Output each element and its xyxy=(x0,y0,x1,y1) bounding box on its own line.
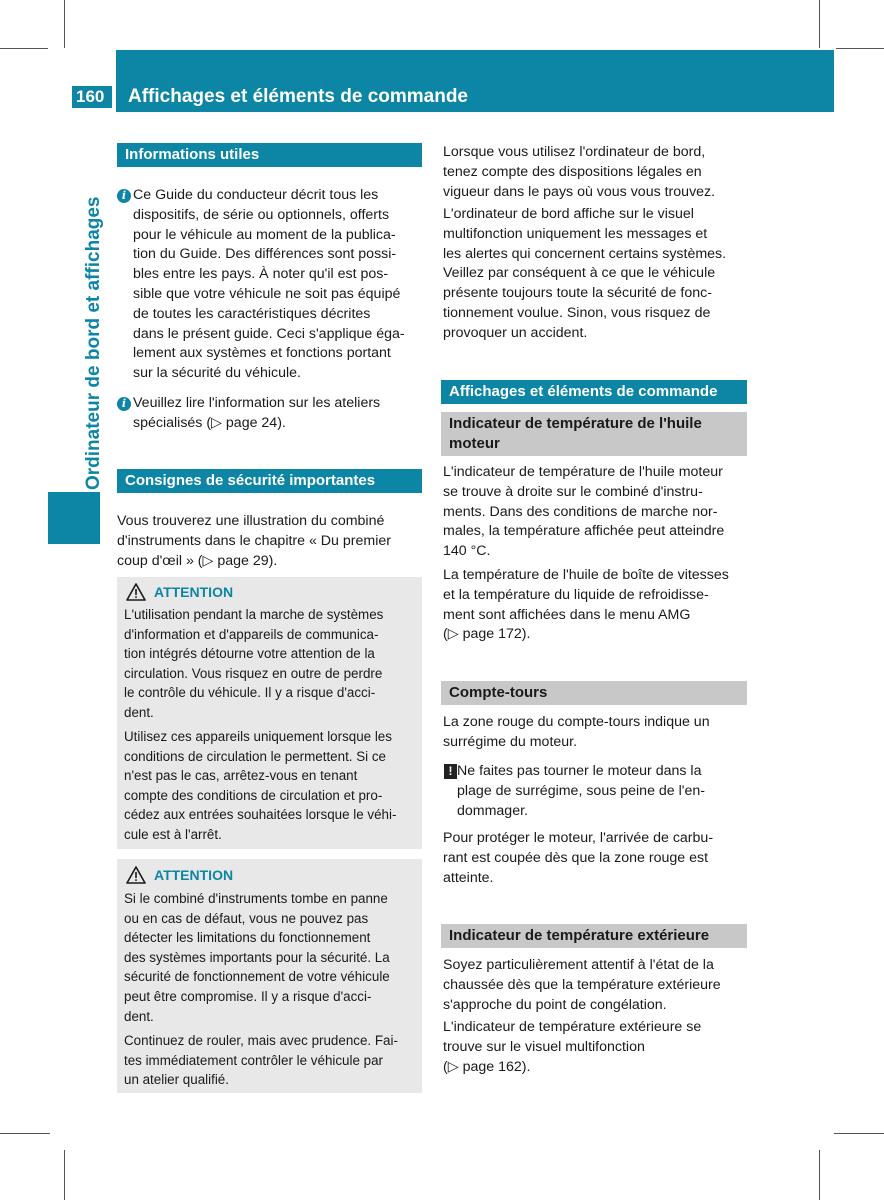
section-heading-informations-utiles: Informations utiles xyxy=(117,143,422,167)
crop-mark xyxy=(64,1150,65,1200)
warning-paragraph: Continuez de rouler, mais avec prudence. Fai- tes immédiatement contrôler le véhicule par un atelier qualifié. xyxy=(124,1033,398,1088)
info-note-ateliers: Veuillez lire l'information sur les ateliers spécialisés (▷ page 24). xyxy=(133,395,381,431)
warning-paragraph: L'utilisation pendant la marche de systèmes d'information et d'appareils de communica- tion intégrés détourne votre attention de la circulation. Vous risquez en outre de perdre le contrôle du véhicule. Il y a risque d'acci- dent. xyxy=(124,607,384,720)
warning-paragraph: Si le combiné d'instruments tombe en panne ou en cas de défaut, vous ne pouvez pas détecter les limitations du fonctionnement des systèmes importants pour la sécurité. La sécurité de fonctionnement de votre véhicule peut être compromise. Il y a risque d'acci- dent. xyxy=(124,891,390,1024)
subheading-temperature-huile: Indicateur de température de l'huile moteur xyxy=(441,412,747,456)
sidebar-chapter xyxy=(82,155,106,490)
sidebar-chapter-title: Ordinateur de bord et affichages xyxy=(83,196,104,490)
warning-paragraph: Utilisez ces appareils uniquement lorsque les conditions de circulation le permettent. Si ce n'est pas le cas, arrêtez-vous en tenant compte des conditions de circulation et pro- cédez aux entrées souhaitées lorsque le véhi- cule est à l'arrêt. xyxy=(124,729,397,842)
warning-heading: ATTENTION xyxy=(154,584,234,600)
subheading-temperature-exterieure: Indicateur de température extérieure xyxy=(441,924,747,948)
paragraph: L'indicateur de température extérieure se trouve sur le visuel multifonction (▷ page 162). xyxy=(443,1019,702,1075)
section-heading-consignes-securite: Consignes de sécurité importantes xyxy=(117,469,422,493)
paragraph: Soyez particulièrement attentif à l'état de la chaussée dès que la température extérieure s'approche du point de congélation. xyxy=(443,957,721,1013)
paragraph: Pour protéger le moteur, l'arrivée de carbu- rant est coupée dès que la zone rouge est atteinte. xyxy=(443,830,714,886)
crop-mark xyxy=(836,48,884,49)
warning-heading: ATTENTION xyxy=(154,867,234,883)
info-icon: i xyxy=(117,397,131,411)
crop-mark xyxy=(0,1133,50,1134)
paragraph: L'indicateur de température de l'huile moteur se trouve à droite sur le combiné d'instru- ments. Dans des conditions de marche nor- males, la température affichée peut atteindre 140 °C. xyxy=(443,464,725,560)
info-note-guide: Ce Guide du conducteur décrit tous les dispositifs, de série ou optionnels, offerts pour le véhicule au moment de la publica- tion du Guide. Des différences sont possi- bles entre les pays. À noter qu'il est pos- sible que votre véhicule ne soit pas équipé de toutes les caractéristiques décrites dans le présent guide. Ceci s'applique éga- lement aux systèmes et fonctions portant sur la sécurité du véhicule. xyxy=(133,187,405,382)
chapter-title: Affichages et éléments de commande xyxy=(128,86,468,107)
sidebar-tab-marker xyxy=(48,492,100,544)
paragraph: La température de l'huile de boîte de vitesses et la température du liquide de refroidisse- ment sont affichées dans le menu AMG (▷ page 172). xyxy=(443,567,729,643)
crop-mark xyxy=(834,1133,884,1134)
intro-paragraph: Vous trouverez une illustration du combiné d'instruments dans le chapitre « Du premier coup d'œil » (▷ page 29). xyxy=(117,513,391,569)
crop-mark xyxy=(64,0,65,48)
info-icon: i xyxy=(117,189,131,203)
paragraph: Lorsque vous utilisez l'ordinateur de bord, tenez compte des dispositions légales en vigueur dans le pays où vous vous trouvez. xyxy=(443,144,716,200)
warning-triangle-icon xyxy=(126,866,146,884)
warning-triangle-icon xyxy=(126,583,146,601)
notice-exclamation-icon: ! xyxy=(444,764,457,779)
notice-paragraph: Ne faites pas tourner le moteur dans la plage de surrégime, sous peine de l'en- dommager. xyxy=(457,763,705,819)
paragraph: L'ordinateur de bord affiche sur le visuel multifonction uniquement les messages et les alertes qui concernent certains systèmes. Veillez par conséquent à ce que le véhicule présente toujours toute la sécurité de fonc- tionnement voulue. Sinon, vous risquez de provoquer un accident. xyxy=(443,206,727,341)
paragraph: La zone rouge du compte-tours indique un surrégime du moteur. xyxy=(443,714,710,750)
page-number: 160 xyxy=(72,86,112,108)
crop-mark xyxy=(819,0,820,48)
crop-mark xyxy=(0,48,48,49)
subheading-compte-tours: Compte-tours xyxy=(441,681,747,705)
crop-mark xyxy=(819,1150,820,1200)
section-heading-affichages: Affichages et éléments de commande xyxy=(441,380,747,404)
